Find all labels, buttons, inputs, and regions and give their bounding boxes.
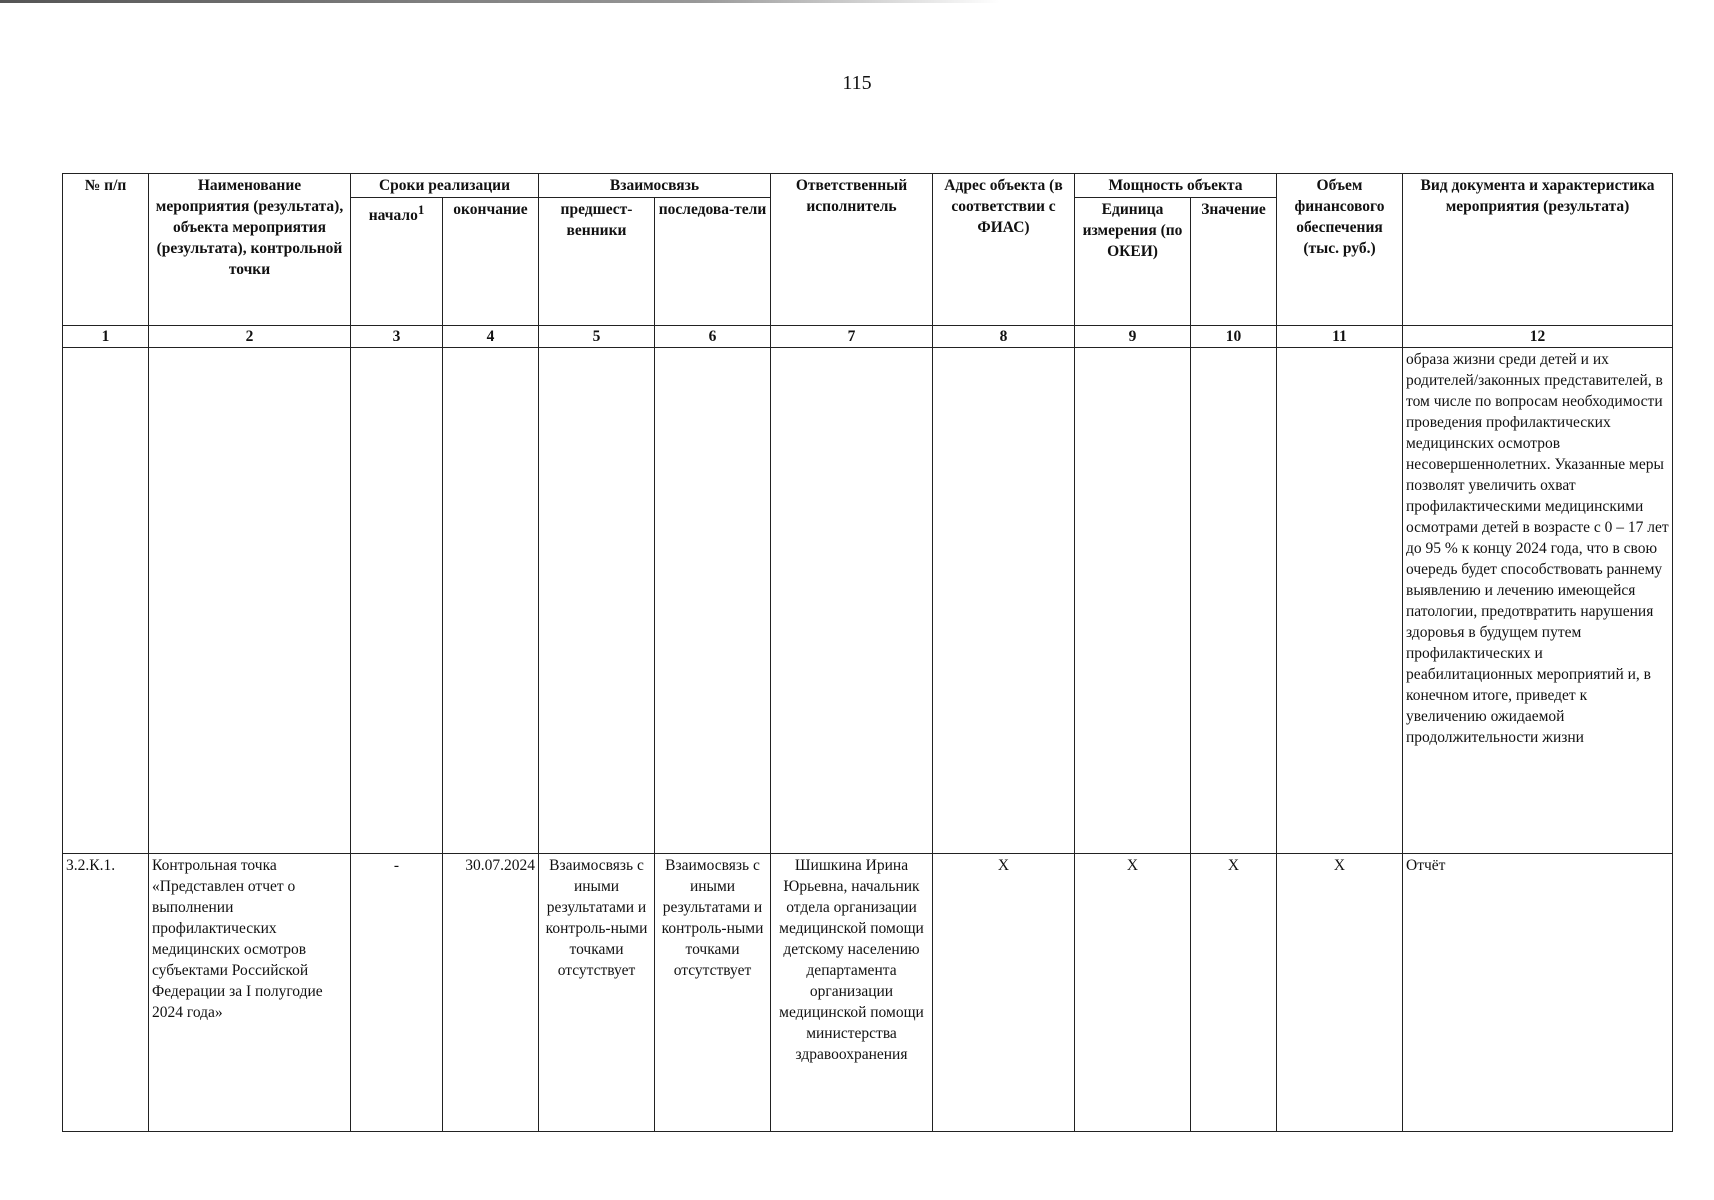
cell-empty [771, 348, 933, 854]
column-number: 3 [351, 326, 443, 348]
row-end: 30.07.2024 [443, 854, 539, 1132]
row-successors: Взаимосвязь с иными результатами и контроль-ными точками отсутствует [655, 854, 771, 1132]
header-address: Адрес объекта (в соответствии с ФИАС) [933, 174, 1075, 326]
header-num: № п/п [63, 174, 149, 326]
cell-empty [655, 348, 771, 854]
cell-empty [539, 348, 655, 854]
column-number: 6 [655, 326, 771, 348]
header-value: Значение [1191, 198, 1277, 326]
header-start-footnote: 1 [417, 202, 425, 217]
row-finance: X [1277, 854, 1403, 1132]
header-name: Наименование мероприятия (результата), объекта мероприятия (результата), контрольной точки [149, 174, 351, 326]
row-responsible: Шишкина Ирина Юрьевна, начальник отдела организации медицинской помощи детскому населению департамента организации медицинской помощи министерства здравоохранения [771, 854, 933, 1132]
column-number: 2 [149, 326, 351, 348]
header-start-label: начало [368, 207, 418, 225]
cell-empty [351, 348, 443, 854]
header-predecessors: предшест-венники [539, 198, 655, 326]
column-number: 12 [1403, 326, 1673, 348]
header-start [351, 198, 443, 326]
row-name: Контрольная точка «Представлен отчет о выполнении профилактических медицинских осмотров субъектами Российской Федерации за I полугодие 2024 года» [149, 854, 351, 1132]
cell-empty [933, 348, 1075, 854]
doc-type-continuation: образа жизни среди детей и их родителей/законных представителей, в том числе по вопросам необходимости проведения профилактических медицинских осмотров несовершеннолетних. Указанные меры позволят увеличить охват профилактическими медицинскими осмотрами детей в возрасте с 0 – 17 лет до 95 % к концу 2024 года, что в свою очередь будет способствовать раннему выявлению и лечению имеющейся патологии, предотвратить нарушения здоровья в будущем путем профилактических и реабилитационных мероприятий и, в конечном итоге, приведет к увеличению ожидаемой продолжительности жизни [1403, 348, 1673, 854]
column-number: 5 [539, 326, 655, 348]
row-predecessors: Взаимосвязь с иными результатами и контроль-ными точками отсутствует [539, 854, 655, 1132]
column-number: 4 [443, 326, 539, 348]
column-number: 1 [63, 326, 149, 348]
row-unit: X [1075, 854, 1191, 1132]
column-number: 8 [933, 326, 1075, 348]
cell-empty [1075, 348, 1191, 854]
header-responsible: Ответственный исполнитель [771, 174, 933, 326]
header-terms: Сроки реализации [351, 174, 539, 198]
continuation-row [63, 348, 1673, 854]
header-end: окончание [443, 198, 539, 326]
header-successors: последова-тели [655, 198, 771, 326]
row-num: 3.2.К.1. [63, 854, 149, 1132]
cell-empty [1277, 348, 1403, 854]
cell-empty [1191, 348, 1277, 854]
row-start: - [351, 854, 443, 1132]
header-finance: Объем финансового обеспечения (тыс. руб.) [1277, 174, 1403, 326]
header-unit: Единица измерения (по ОКЕИ) [1075, 198, 1191, 326]
row-doc-type: Отчёт [1403, 854, 1673, 1132]
activities-table [62, 173, 1673, 1132]
column-number: 10 [1191, 326, 1277, 348]
cell-empty [149, 348, 351, 854]
header-relation: Взаимосвязь [539, 174, 771, 198]
column-number: 7 [771, 326, 933, 348]
column-numbers-row [63, 326, 1673, 348]
cell-empty [443, 348, 539, 854]
row-value: X [1191, 854, 1277, 1132]
page-number: 115 [842, 72, 872, 94]
column-number: 11 [1277, 326, 1403, 348]
table-row [63, 854, 1673, 1132]
row-address: X [933, 854, 1075, 1132]
cell-empty [63, 348, 149, 854]
column-number: 9 [1075, 326, 1191, 348]
header-doc-type: Вид документа и характеристика мероприятия (результата) [1403, 174, 1673, 326]
header-capacity: Мощность объекта [1075, 174, 1277, 198]
scan-edge-line [0, 0, 1000, 3]
